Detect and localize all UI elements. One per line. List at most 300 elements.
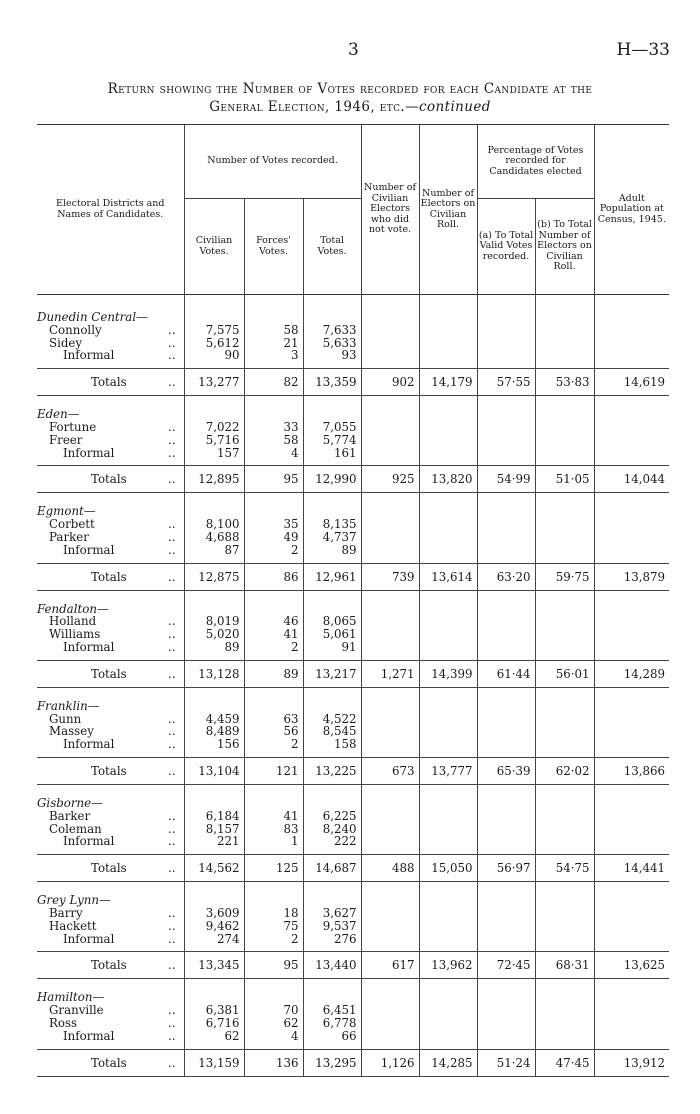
civilian-votes: 87 xyxy=(184,544,244,557)
total-votes: 3,627 xyxy=(303,907,361,920)
civilian-votes: 221 xyxy=(184,835,244,848)
empty-cell xyxy=(361,531,419,544)
total-votes: 276 xyxy=(303,933,361,946)
empty-cell xyxy=(244,311,303,324)
candidate-name-text: Freer xyxy=(49,432,83,447)
empty-cell xyxy=(477,835,535,848)
empty-cell xyxy=(419,518,477,531)
totals-not-voted: 925 xyxy=(361,466,419,493)
empty-cell xyxy=(244,784,303,797)
empty-cell xyxy=(535,349,594,362)
empty-cell xyxy=(361,641,419,654)
header-total: Total Votes. xyxy=(303,199,361,295)
candidate-name-text: Corbett xyxy=(49,517,95,532)
totals-total: 14,687 xyxy=(303,855,361,882)
totals-electors: 13,777 xyxy=(419,757,477,784)
totals-population: 14,441 xyxy=(594,855,669,882)
empty-cell xyxy=(184,979,244,992)
empty-cell xyxy=(535,421,594,434)
empty-cell xyxy=(361,882,419,895)
candidate-name-text: Barry xyxy=(49,905,83,920)
totals-civilian: 13,345 xyxy=(184,952,244,979)
totals-label xyxy=(37,563,184,590)
empty-cell xyxy=(535,920,594,933)
totals-total: 13,359 xyxy=(303,369,361,396)
informal-text: Informal xyxy=(63,445,115,460)
civilian-votes: 5,612 xyxy=(184,337,244,350)
empty-cell xyxy=(361,784,419,797)
totals-row xyxy=(37,757,669,784)
leader-dots: .. xyxy=(168,375,176,390)
totals-row xyxy=(37,855,669,882)
empty-cell xyxy=(184,687,244,700)
totals-not-voted: 902 xyxy=(361,369,419,396)
spacer-row xyxy=(37,396,669,409)
informal-row xyxy=(37,835,669,848)
forces-votes: 56 xyxy=(244,725,303,738)
empty-cell xyxy=(535,603,594,616)
total-votes: 222 xyxy=(303,835,361,848)
candidate-name-text: Gunn xyxy=(49,711,82,726)
empty-cell xyxy=(594,933,669,946)
candidate-name-text: Coleman xyxy=(49,821,102,836)
leader-dots: .. xyxy=(168,821,176,836)
empty-cell xyxy=(477,337,535,350)
informal-text: Informal xyxy=(63,542,115,557)
total-votes: 5,633 xyxy=(303,337,361,350)
candidate-name-text: Massey xyxy=(49,724,94,739)
empty-cell xyxy=(184,295,244,312)
totals-not-voted: 1,271 xyxy=(361,660,419,687)
forces-votes: 70 xyxy=(244,1004,303,1017)
empty-cell xyxy=(419,797,477,810)
totals-civilian: 12,895 xyxy=(184,466,244,493)
empty-cell xyxy=(594,337,669,350)
totals-total: 13,225 xyxy=(303,757,361,784)
empty-cell xyxy=(594,493,669,506)
title-line-2 xyxy=(30,98,670,116)
informal-label xyxy=(37,1030,184,1043)
total-votes: 6,225 xyxy=(303,810,361,823)
empty-cell xyxy=(594,991,669,1004)
empty-cell xyxy=(244,700,303,713)
empty-cell xyxy=(419,979,477,992)
totals-population: 13,625 xyxy=(594,952,669,979)
candidate-row xyxy=(37,1004,669,1017)
totals-forces: 136 xyxy=(244,1049,303,1076)
empty-cell xyxy=(184,396,244,409)
empty-cell xyxy=(477,505,535,518)
empty-cell xyxy=(361,603,419,616)
totals-total: 13,440 xyxy=(303,952,361,979)
informal-label xyxy=(37,738,184,751)
empty-cell xyxy=(184,700,244,713)
empty-cell xyxy=(535,311,594,324)
informal-label xyxy=(37,933,184,946)
totals-pct-b: 53·83 xyxy=(535,369,594,396)
empty-cell xyxy=(419,920,477,933)
empty-cell xyxy=(361,1030,419,1043)
empty-cell xyxy=(361,894,419,907)
totals-civilian: 14,562 xyxy=(184,855,244,882)
empty-cell xyxy=(419,810,477,823)
empty-cell xyxy=(477,421,535,434)
totals-total: 12,961 xyxy=(303,563,361,590)
empty-cell xyxy=(594,810,669,823)
informal-text: Informal xyxy=(63,639,115,654)
candidate-name-text: Ross xyxy=(49,1015,78,1030)
totals-text: Totals xyxy=(91,958,127,973)
empty-cell xyxy=(477,408,535,421)
empty-cell xyxy=(477,518,535,531)
civilian-votes: 9,462 xyxy=(184,920,244,933)
civilian-votes: 62 xyxy=(184,1030,244,1043)
total-votes: 8,065 xyxy=(303,615,361,628)
totals-not-voted: 1,126 xyxy=(361,1049,419,1076)
total-votes: 66 xyxy=(303,1030,361,1043)
empty-cell xyxy=(477,531,535,544)
empty-cell xyxy=(244,396,303,409)
empty-cell xyxy=(184,894,244,907)
civilian-votes: 4,688 xyxy=(184,531,244,544)
empty-cell xyxy=(535,979,594,992)
leader-dots: .. xyxy=(168,432,176,447)
totals-label xyxy=(37,660,184,687)
totals-forces: 95 xyxy=(244,952,303,979)
civilian-votes: 8,489 xyxy=(184,725,244,738)
leader-dots: .. xyxy=(168,335,176,350)
empty-cell xyxy=(594,920,669,933)
title-line-1: Return showing the Number of Votes recorded for each Candidate at the xyxy=(107,81,593,97)
header-forces: Forces' Votes. xyxy=(244,199,303,295)
empty-cell xyxy=(535,1017,594,1030)
forces-votes: 2 xyxy=(244,933,303,946)
leader-dots: .. xyxy=(168,419,176,434)
empty-cell xyxy=(535,337,594,350)
empty-cell xyxy=(477,687,535,700)
empty-cell xyxy=(361,349,419,362)
totals-forces: 82 xyxy=(244,369,303,396)
empty-cell xyxy=(419,421,477,434)
empty-cell xyxy=(419,784,477,797)
empty-cell xyxy=(419,493,477,506)
totals-pct-b: 68·31 xyxy=(535,952,594,979)
leader-dots: .. xyxy=(168,569,176,584)
empty-cell xyxy=(419,687,477,700)
totals-civilian: 13,159 xyxy=(184,1049,244,1076)
total-votes: 7,055 xyxy=(303,421,361,434)
leader-dots: .. xyxy=(168,1055,176,1070)
empty-cell xyxy=(244,797,303,810)
civilian-votes: 7,575 xyxy=(184,324,244,337)
totals-row xyxy=(37,952,669,979)
totals-not-voted: 617 xyxy=(361,952,419,979)
empty-cell xyxy=(419,700,477,713)
empty-cell xyxy=(361,835,419,848)
empty-cell xyxy=(244,882,303,895)
leader-dots: .. xyxy=(168,958,176,973)
empty-cell xyxy=(361,725,419,738)
leader-dots: .. xyxy=(168,639,176,654)
empty-cell xyxy=(419,882,477,895)
header-civilian: Civilian Votes. xyxy=(184,199,244,295)
empty-cell xyxy=(535,810,594,823)
totals-pct-b: 62·02 xyxy=(535,757,594,784)
empty-cell xyxy=(594,396,669,409)
empty-cell xyxy=(594,447,669,460)
empty-cell xyxy=(477,493,535,506)
forces-votes: 3 xyxy=(244,349,303,362)
page-number: 3 xyxy=(348,40,359,60)
empty-cell xyxy=(303,590,361,603)
totals-label xyxy=(37,1049,184,1076)
empty-cell xyxy=(477,434,535,447)
forces-votes: 18 xyxy=(244,907,303,920)
empty-cell xyxy=(477,349,535,362)
forces-votes: 35 xyxy=(244,518,303,531)
candidate-name-text: Parker xyxy=(49,529,89,544)
empty-cell xyxy=(477,311,535,324)
empty-cell xyxy=(419,505,477,518)
total-votes: 5,061 xyxy=(303,628,361,641)
civilian-votes: 6,381 xyxy=(184,1004,244,1017)
total-votes: 5,774 xyxy=(303,434,361,447)
empty-cell xyxy=(419,324,477,337)
empty-cell xyxy=(361,1017,419,1030)
empty-cell xyxy=(477,991,535,1004)
spacer-row xyxy=(37,295,669,312)
spacer-row xyxy=(37,784,669,797)
total-votes: 6,451 xyxy=(303,1004,361,1017)
candidate-name-text: Hackett xyxy=(49,918,97,933)
forces-votes: 33 xyxy=(244,421,303,434)
empty-cell xyxy=(535,835,594,848)
table-body xyxy=(37,295,669,1077)
empty-cell xyxy=(535,991,594,1004)
empty-cell xyxy=(419,408,477,421)
forces-votes: 58 xyxy=(244,434,303,447)
candidate-row xyxy=(37,907,669,920)
empty-cell xyxy=(419,531,477,544)
empty-cell xyxy=(361,933,419,946)
leader-dots: .. xyxy=(168,918,176,933)
empty-cell xyxy=(535,641,594,654)
empty-cell xyxy=(361,518,419,531)
empty-cell xyxy=(361,920,419,933)
total-votes: 158 xyxy=(303,738,361,751)
civilian-votes: 4,459 xyxy=(184,713,244,726)
leader-dots: .. xyxy=(168,1003,176,1018)
forces-votes: 41 xyxy=(244,810,303,823)
totals-forces: 89 xyxy=(244,660,303,687)
totals-forces: 121 xyxy=(244,757,303,784)
total-votes: 8,240 xyxy=(303,823,361,836)
spacer-row xyxy=(37,979,669,992)
forces-votes: 75 xyxy=(244,920,303,933)
empty-cell xyxy=(303,894,361,907)
leader-dots: .. xyxy=(168,834,176,849)
empty-cell xyxy=(419,337,477,350)
empty-cell xyxy=(419,933,477,946)
district-name-text: Egmont— xyxy=(37,504,96,519)
civilian-votes: 5,020 xyxy=(184,628,244,641)
civilian-votes: 3,609 xyxy=(184,907,244,920)
empty-cell xyxy=(419,396,477,409)
totals-electors: 15,050 xyxy=(419,855,477,882)
civilian-votes: 7,022 xyxy=(184,421,244,434)
totals-pct-b: 59·75 xyxy=(535,563,594,590)
empty-cell xyxy=(37,295,184,312)
empty-cell xyxy=(477,894,535,907)
district-row xyxy=(37,797,669,810)
district-row xyxy=(37,894,669,907)
totals-row xyxy=(37,1049,669,1076)
empty-cell xyxy=(477,907,535,920)
empty-cell xyxy=(477,544,535,557)
empty-cell xyxy=(184,797,244,810)
totals-row xyxy=(37,563,669,590)
totals-pct-b: 54·75 xyxy=(535,855,594,882)
empty-cell xyxy=(477,920,535,933)
empty-cell xyxy=(535,933,594,946)
empty-cell xyxy=(535,295,594,312)
empty-cell xyxy=(594,349,669,362)
leader-dots: .. xyxy=(168,627,176,642)
empty-cell xyxy=(303,295,361,312)
totals-civilian: 13,277 xyxy=(184,369,244,396)
empty-cell xyxy=(419,835,477,848)
empty-cell xyxy=(303,784,361,797)
forces-votes: 4 xyxy=(244,1030,303,1043)
forces-votes: 21 xyxy=(244,337,303,350)
empty-cell xyxy=(184,493,244,506)
empty-cell xyxy=(535,544,594,557)
empty-cell xyxy=(594,603,669,616)
civilian-votes: 157 xyxy=(184,447,244,460)
district-name-text: Dunedin Central— xyxy=(37,310,148,324)
empty-cell xyxy=(184,784,244,797)
totals-label xyxy=(37,757,184,784)
forces-votes: 46 xyxy=(244,615,303,628)
spacer-row xyxy=(37,882,669,895)
empty-cell xyxy=(594,531,669,544)
empty-cell xyxy=(535,700,594,713)
leader-dots: .. xyxy=(168,931,176,946)
empty-cell xyxy=(419,447,477,460)
informal-row xyxy=(37,933,669,946)
empty-cell xyxy=(419,603,477,616)
empty-cell xyxy=(419,713,477,726)
empty-cell xyxy=(419,894,477,907)
empty-cell xyxy=(244,979,303,992)
empty-cell xyxy=(361,823,419,836)
empty-cell xyxy=(477,882,535,895)
civilian-votes: 8,019 xyxy=(184,615,244,628)
totals-civilian: 13,128 xyxy=(184,660,244,687)
empty-cell xyxy=(477,295,535,312)
candidate-name-text: Sidey xyxy=(49,335,83,350)
empty-cell xyxy=(419,1030,477,1043)
total-votes: 4,522 xyxy=(303,713,361,726)
empty-cell xyxy=(477,396,535,409)
candidate-row xyxy=(37,920,669,933)
informal-row xyxy=(37,1030,669,1043)
empty-cell xyxy=(477,641,535,654)
empty-cell xyxy=(594,295,669,312)
totals-pct-a: 61·44 xyxy=(477,660,535,687)
totals-not-voted: 488 xyxy=(361,855,419,882)
empty-cell xyxy=(594,907,669,920)
forces-votes: 2 xyxy=(244,738,303,751)
totals-civilian: 12,875 xyxy=(184,563,244,590)
candidate-name-text: Holland xyxy=(49,614,97,629)
totals-pct-a: 72·45 xyxy=(477,952,535,979)
title-continued: continued xyxy=(419,99,491,115)
header-pct-a: (a) To Total Valid Votes recorded. xyxy=(477,199,535,295)
empty-cell xyxy=(361,295,419,312)
totals-total: 13,217 xyxy=(303,660,361,687)
empty-cell xyxy=(477,797,535,810)
empty-cell xyxy=(184,590,244,603)
empty-cell xyxy=(535,797,594,810)
total-votes: 6,778 xyxy=(303,1017,361,1030)
empty-cell xyxy=(594,797,669,810)
totals-electors: 13,962 xyxy=(419,952,477,979)
empty-cell xyxy=(594,590,669,603)
empty-cell xyxy=(419,349,477,362)
forces-votes: 4 xyxy=(244,447,303,460)
empty-cell xyxy=(477,615,535,628)
totals-pct-a: 54·99 xyxy=(477,466,535,493)
district-row xyxy=(37,311,669,324)
totals-pct-b: 51·05 xyxy=(535,466,594,493)
totals-total: 12,990 xyxy=(303,466,361,493)
empty-cell xyxy=(361,713,419,726)
empty-cell xyxy=(594,882,669,895)
empty-cell xyxy=(535,687,594,700)
empty-cell xyxy=(303,493,361,506)
empty-cell xyxy=(594,615,669,628)
total-votes: 91 xyxy=(303,641,361,654)
empty-cell xyxy=(419,823,477,836)
empty-cell xyxy=(361,615,419,628)
empty-cell xyxy=(419,434,477,447)
civilian-votes: 156 xyxy=(184,738,244,751)
empty-cell xyxy=(535,615,594,628)
empty-cell xyxy=(594,324,669,337)
civilian-votes: 274 xyxy=(184,933,244,946)
empty-cell xyxy=(419,1004,477,1017)
empty-cell xyxy=(594,738,669,751)
informal-row xyxy=(37,544,669,557)
empty-cell xyxy=(303,979,361,992)
empty-cell xyxy=(535,894,594,907)
empty-cell xyxy=(594,1004,669,1017)
informal-row xyxy=(37,447,669,460)
candidate-row xyxy=(37,421,669,434)
leader-dots: .. xyxy=(168,517,176,532)
informal-row xyxy=(37,641,669,654)
empty-cell xyxy=(535,518,594,531)
informal-row xyxy=(37,349,669,362)
civilian-votes: 6,716 xyxy=(184,1017,244,1030)
totals-text: Totals xyxy=(91,861,127,876)
total-votes: 8,135 xyxy=(303,518,361,531)
empty-cell xyxy=(535,882,594,895)
empty-cell xyxy=(419,1017,477,1030)
leader-dots: .. xyxy=(168,614,176,629)
empty-cell xyxy=(535,713,594,726)
